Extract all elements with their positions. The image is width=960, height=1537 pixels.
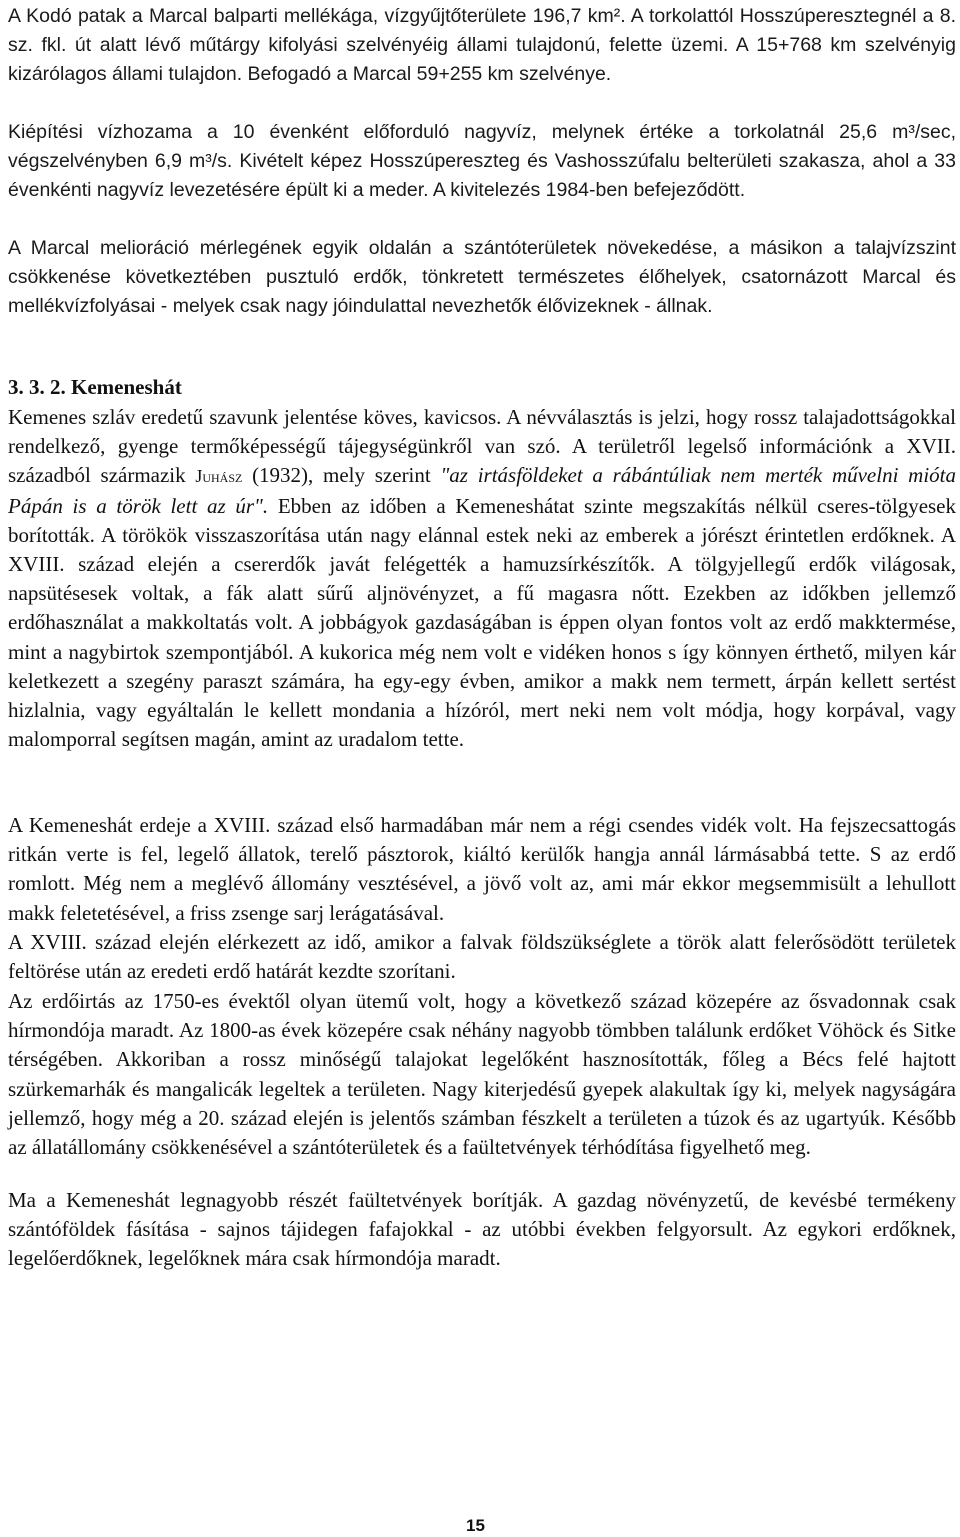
section-title: Kemeneshát	[71, 375, 182, 399]
citation-year: (1932), mely szerint	[252, 463, 431, 488]
page-number: 15	[466, 1516, 485, 1535]
history-text-end: Ebben az időben a Kemeneshátat szinte megszakítás nélkül cseres-tölgyesek borították. A törökök visszaszorítása után nagy elánnal estek neki az emberek a jórészt érintetlen erdőknek. A XVIII. század elején a csererdők javát felégették a hamuzsírkészítők. A tölgyjellegű erdők világosak, napsütésesek voltak, a fák alatt sűrű aljnövényzet, a fű magasra nőtt. Ezekben az időkben jellemző erdőhasználat a makkoltatás volt. A jobbágyok gazdaságában is éppen olyan fontos volt az erdő makktermése, mint a nagybirtok szempontjából. A kukorica még nem volt e vidéken honos s így könnyen érthető, milyen kár keletkezett a szegény paraszt számára, ha egy-egy évben, amikor a makk nem termett, árpán kellett sertést hizlalnia, vagy egyáltalán le kellett mondania a hízóról, mert neki nem volt módja, hogy korpával, vagy malomporral segítsen magán, amint az uradalom tette.	[8, 493, 957, 752]
section-number: 3. 3. 2.	[8, 375, 66, 399]
kemeneshat-paragraph-deforestation: Az erdőirtás az 1750-es évektől olyan ütemű volt, hogy a következő század közepére az ősvadonnak csak hírmondója maradt. Az 1800-as évek közepére csak néhány nagyobb tömbben találunk erdőket Vöhöck és Sitke térségében. Akkoriban a rossz minőségű talajokat legelőként hasznosították, főleg a Bécs felé hajtott szürkemarhák és mangalicák legeltek a területen. Nagy kiterjedésű gyepek alakultak így ki, melyek nagyságára jellemző, hogy még a 20. század elején is jelentős számban fészkelt a területen a túzok és az ugartyúk. Később az állatállomány csökkenésével a szántóterületek és a faültetvények térhódítása figyelhető meg.	[8, 989, 956, 1160]
citation-author: Juhász	[195, 466, 243, 487]
kemeneshat-paragraph-forest: A Kemeneshát erdeje a XVIII. század első harmadában már nem a régi csendes vidék volt. Ha fejszecsattogás ritkán verte is fel, legelő állatok, terelő pásztorok, kiáltó kerülők hangja annál lármásabbá tette. S az erdő romlott. Még nem a meglévő állomány vesztésével, a jövő volt az, ami már ekkor megsemmisült a lehullott makk feletetésével, a friss zsenge sarj lerágatásával.	[8, 813, 956, 925]
kemeneshat-paragraph-today: Ma a Kemeneshát legnagyobb részét faültetvények borítják. A gazdag növényzetű, de kevésbé termékeny szántóföldek fásítása - sajnos tájidegen fafajokkal - az utóbbi években felgyorsult. Az egykori erdőknek, legelőerdőknek, legelőknek mára csak hírmondója maradt.	[8, 1188, 956, 1271]
section-heading	[8, 373, 956, 402]
history-text-start: Kemenes szláv eredetű szavunk jelentése köves, kavicsos. A névválasztás is jelzi, hogy rossz talajadottságokkal rendelkező, gyenge termőképességű tájegységünkről van szó. A területről legelső információnk a XVII. századból származik	[8, 405, 956, 488]
kemeneshat-paragraph-history	[8, 403, 956, 754]
intro-paragraph-discharge: Kiépítési vízhozama a 10 évenként előforduló nagyvíz, melynek értéke a torkolatnál 25,6 m³/sec, végszelvényben 6,9 m³/s. Kivételt képez Hosszúpereszteg és Vashosszúfalu belterületi szakasza, ahol a 33 évenkénti nagyvíz levezetésére épült ki a meder. A kivitelezés 1984-ben befejeződött.	[8, 121, 956, 202]
historical-quote: "az irtásföldeket a rábántúliak nem merték művelni mióta Pápán is a török lett az úr".	[8, 463, 956, 518]
kemeneshat-paragraph-clearing: A XVIII. század elején elérkezett az idő, amikor a falvak földszükséglete a török alatt felerősödött területek feltörése után az eredeti erdő határát kezdte szorítani.	[8, 930, 956, 984]
intro-paragraph-melioration: A Marcal melioráció mérlegének egyik oldalán a szántóterületek növekedése, a másikon a talajvízszint csökkenése következtében pusztuló erdők, tönkretett természetes élőhelyek, csatornázott Marcal és mellékvízfolyásai - melyek csak nagy jóindulattal nevezhetők élővizeknek - állnak.	[8, 237, 956, 318]
intro-paragraph-kodo: A Kodó patak a Marcal balparti mellékága, vízgyűjtőterülete 196,7 km². A torkolattól Hosszúperesztegnél a 8. sz. fkl. út alatt lévő műtárgy kifolyási szelvényéig állami tulajdonú, felette üzemi. A 15+768 km szelvényig kizárólagos állami tulajdon. Befogadó a Marcal 59+255 km szelvénye.	[8, 5, 956, 86]
